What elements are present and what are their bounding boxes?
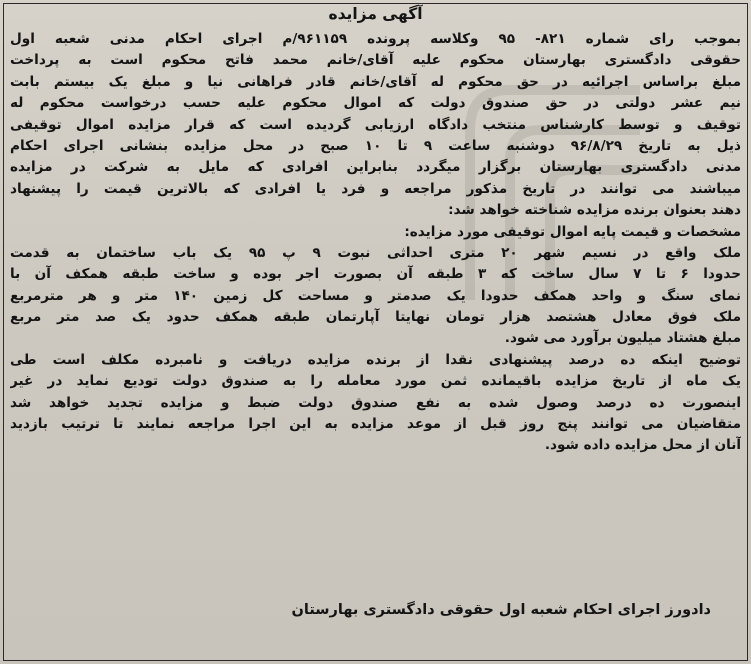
notice-line: یک ماه از تاریخ مزایده باقیمانده ثمن مورد معامله را به صندوق دولت تودیع نماید در غیر (10, 373, 741, 390)
notice-line: توقیف و توسط کارشناس منتخب دادگاه ارزیابی گردیده است که قرار مزایده اموال توقیفی (10, 116, 741, 133)
notice-line: نیم عشر دولتی در حق صندوق دولت که اموال محکوم علیه حسب درخواست محکوم له (10, 95, 741, 112)
notice-line: مبلغ هشتاد میلیون برآورد می شود. (504, 330, 741, 347)
notice-line: آنان از محل مزایده داده شود. (544, 437, 741, 454)
notice-line: ملک واقع در نسیم شهر ۲۰ متری احداثی نبوت ۹ پ ۹۵ یک باب ساختمان به قدمت (10, 244, 741, 261)
notice-line: متقاضیان می توانند پنج روز قبل از موعد مزایده به این اجرا مراجعه نمایند تا ترتیب بازدید (10, 416, 741, 433)
notice-line: حقوقی دادگستری بهارستان محکوم علیه آقای/خانم محمد فاتح محکوم است به پرداخت (10, 52, 741, 69)
notice-line: ذیل به تاریخ ۹۶/۸/۲۹ دوشنبه ساعت ۹ تا ۱۰ صبح در محل مزایده بنشانی اجرای احکام (10, 137, 741, 154)
notice-line: میباشند می توانند در تاریخ مذکور مراجعه و فرد یا افرادی که بالاترین قیمت را پیشنهاد (10, 180, 741, 197)
notice-line: دهند بعنوان برنده مزایده شناخته خواهد شد: (448, 202, 741, 219)
property-specs-heading: مشخصات و قیمت پایه اموال توقیفی مورد مزایده: (404, 223, 741, 240)
notice-title: آگهی مزایده (328, 5, 423, 23)
notice-line: حدودا ۶ تا ۷ سال ساخت که ۳ طبقه آن بصورت اجر بوده و ساخت طبقه همکف آن با (10, 266, 741, 283)
notice-line: بموجب رای شماره ۸۲۱- ۹۵ وکلاسه پرونده ۹۶۱۱۵۹/م اجرای احکام مدنی شعبه اول (10, 31, 741, 47)
notice-signature: دادورز اجرای احکام شعبه اول حقوقی دادگستری بهارستان (291, 602, 711, 618)
notice-line: اینصورت ده درصد وصول شده به نفع صندوق دولت ضبط و مزایده تجدید خواهد شد (10, 394, 741, 411)
notice-body (10, 29, 741, 457)
notice-line: مبلغ براساس اجرائیه در حق محکوم له آقای/خانم قادر فراهانی نیا و مبلغ یک بیستم بابت (10, 73, 741, 90)
notice-line: ملک فوق معادل هشتصد هزار تومان نهایتا آپارتمان طبقه همکف حدود یک صد متر مربع (10, 309, 741, 326)
notice-line: مدنی دادگستری بهارستان برگزار میگردد بنابراین افرادی که مایل به شرکت در مزایده (10, 159, 741, 176)
notice-line: نمای سنگ و واحد همکف حدودا یک صدمتر و مساحت کل زمین ۱۴۰ متر و هر مترمربع (10, 287, 741, 304)
notice-line: توضیح اینکه ده درصد پیشنهادی نقدا از برنده مزایده دریافت و نامبرده مکلف است طی (10, 351, 741, 368)
